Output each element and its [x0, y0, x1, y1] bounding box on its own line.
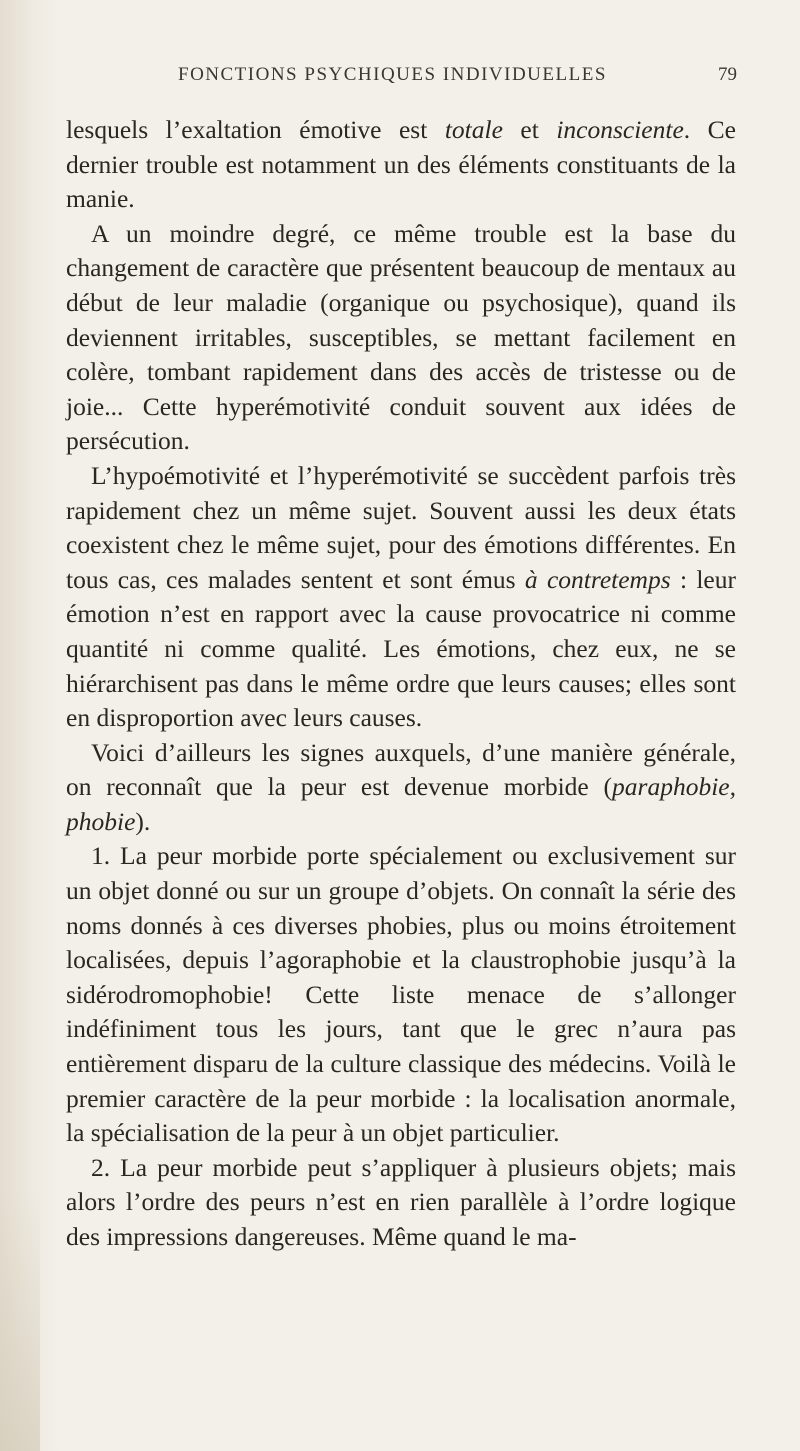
- text-run: 1. La peur morbide porte spécialement ou exclusivement sur un objet donné ou sur un groupe d’objets. On connaît la série des noms donnés à ces diverses phobies, plus ou moins étroitement localisées, depuis l’agoraphobie et la claustrophobie jusqu’à la sidérodromophobie! Cette liste menace de s’allonger indéfiniment tous les jours, tant que le grec n’aura pas entièrement disparu de la culture classique des médecins. Voilà le premier caractère de la peur morbide : la localisation anormale, la spécialisation de la peur à un objet particulier.: [66, 841, 736, 1148]
- text-run: 2. La peur morbide peut s’appliquer à plusieurs objets; mais alors l’ordre des peurs n’est en rien parallèle à l’ordre logique des impressions dangereuses. Même quand le ma-: [66, 1152, 736, 1251]
- text-run: ).: [135, 806, 151, 836]
- text-run: et: [502, 115, 557, 144]
- text-run: : leur émotion n’est en rapport avec la cause provocatrice ni comme quantité ni comme qualité. Les émotions, chez eux, ne se hiérarchisent pas dans le même ordre que leurs causes; elles sont en disproportion avec leurs causes.: [66, 564, 736, 733]
- italic-run: totale: [444, 115, 503, 144]
- text-run: . Ce dernier trouble est notamment un des éléments constituants de la manie.: [66, 115, 736, 214]
- paragraph-p3: [66, 459, 736, 736]
- paragraph-p5: [66, 839, 736, 1150]
- italic-run: inconsciente: [556, 115, 684, 144]
- paragraph-p1: [66, 113, 736, 217]
- page-edge-stain: [0, 1191, 40, 1451]
- italic-run: à contretemps: [524, 564, 671, 594]
- page-number: 79: [718, 64, 737, 85]
- text-run: L’hypoémotivité et l’hyperémotivité se succèdent parfois très rapidement chez un même sujet. Souvent aussi les deux états coexistent chez le même sujet, pour des émotions différentes. En tous cas, ces malades sentent et sont émus: [66, 460, 736, 594]
- paragraph-p4: [66, 736, 736, 840]
- running-head: FONCTIONS PSYCHIQUES INDIVIDUELLES: [178, 64, 607, 85]
- body-text: [66, 113, 736, 1255]
- text-run: Voici d’ailleurs les signes auxquels, d’une manière générale, on reconnaît que la peur est devenue morbide (: [66, 737, 736, 802]
- text-run: A un moindre degré, ce même trouble est la base du changement de caractère que présentent beaucoup de mentaux au début de leur maladie (organique ou psychosique), quand ils deviennent irritables, susceptibles, se mettant facilement en colère, tombant rapidement dans des accès de tristesse ou de joie... Cette hyperémotivité conduit souvent aux idées de persécution.: [66, 218, 736, 456]
- paragraph-p6: [66, 1151, 736, 1255]
- italic-run: paraphobie, phobie: [66, 772, 736, 836]
- paragraph-p2: [66, 217, 736, 459]
- text-run: lesquels l’exaltation émotive est: [66, 115, 445, 144]
